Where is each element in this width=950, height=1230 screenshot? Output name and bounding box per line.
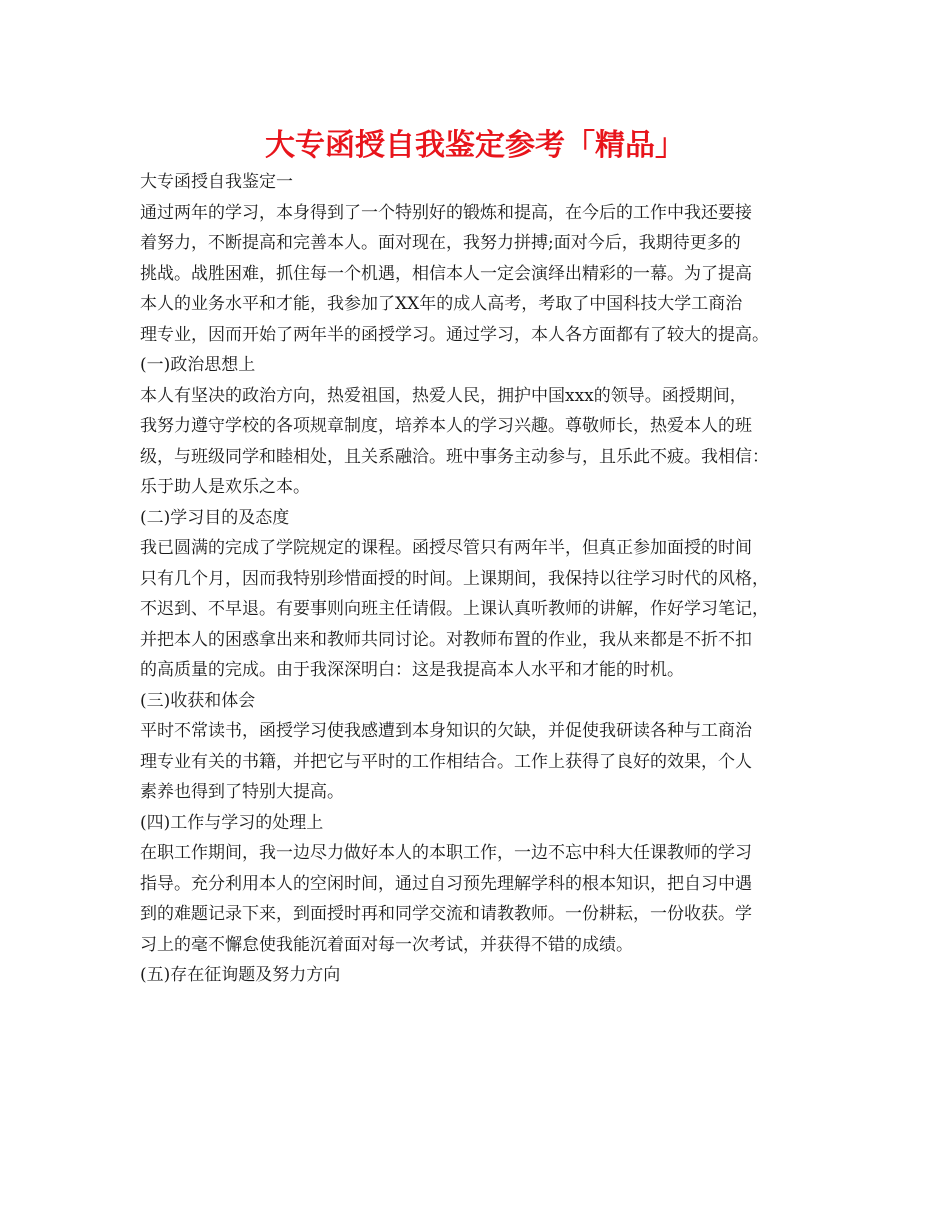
paragraph-line: 理专业，因而开始了两年半的函授学习。通过学习，本人各方面都有了较大的提高。	[140, 324, 769, 345]
section-paragraph-politics	[140, 381, 830, 503]
paragraph-line: 着努力，不断提高和完善本人。面对现在，我努力拼搏;面对今后，我期待更多的	[140, 233, 741, 253]
paragraph-line: 只有几个月，因而我特别珍惜面授的时间。上课期间，我保持以往学习时代的风格，	[140, 568, 769, 589]
paragraph-line: 本人有坚决的政治方向，热爱祖国，热爱人民，拥护中国xxx的领导。函授期间，	[140, 385, 747, 406]
paragraph-line: 习上的毫不懈怠使我能沉着面对每一次考试，并获得不错的成绩。	[140, 934, 633, 955]
section-heading-gains: (三)收获和体会	[140, 690, 256, 711]
paragraph-line: 指导。充分利用本人的空闲时间，通过自习预先理解学科的根本知识，把自习中遇	[140, 873, 752, 894]
paragraph-line: 的高质量的完成。由于我深深明白：这是我提高本人水平和才能的时机。	[140, 660, 684, 680]
document-title: 大专函授自我鉴定参考「精品」	[265, 128, 685, 163]
section-heading-study-attitude: (二)学习目的及态度	[140, 507, 290, 528]
paragraph-line: 并把本人的困惑拿出来和教师共同讨论。对教师布置的作业，我从来都是不折不扣	[140, 629, 752, 650]
document-subtitle: 大专函授自我鉴定一	[140, 172, 293, 192]
section-paragraph-study-attitude	[140, 533, 830, 686]
section-paragraph-work-study	[140, 838, 830, 960]
paragraph-line: 乐于助人是欢乐之本。	[140, 477, 310, 497]
paragraph-line: 到的难题记录下来，到面授时再和同学交流和请教教师。一份耕耘，一份收获。学	[140, 904, 752, 924]
paragraph-line: 我努力遵守学校的各项规章制度，培养本人的学习兴趣。尊敬师长，热爱本人的班	[140, 416, 752, 436]
document-body	[140, 167, 830, 991]
paragraph-line: 挑战。战胜困难，抓住每一个机遇，相信本人一定会演绎出精彩的一幕。为了提高	[140, 263, 752, 284]
paragraph-line: 本人的业务水平和才能，我参加了XX年的成人高考，考取了中国科技大学工商治	[140, 294, 743, 314]
paragraph-line: 通过两年的学习，本身得到了一个特别好的锻炼和提高，在今后的工作中我还要接	[140, 202, 752, 223]
paragraph-line: 我已圆满的完成了学院规定的课程。函授尽管只有两年半，但真正参加面授的时间	[140, 538, 752, 558]
paragraph-line: 平时不常读书，函授学习使我感遭到本身知识的欠缺，并促使我研读各种与工商治	[140, 721, 752, 741]
intro-paragraph	[140, 198, 830, 351]
paragraph-line: 不迟到、不早退。有要事则向班主任请假。上课认真听教师的讲解，作好学习笔记，	[140, 599, 769, 619]
paragraph-line: 理专业有关的书籍，并把它与平时的工作相结合。工作上获得了良好的效果，个人	[140, 751, 752, 772]
paragraph-line: 素养也得到了特别大提高。	[140, 782, 344, 802]
section-heading-work-study: (四)工作与学习的处理上	[140, 812, 324, 833]
paragraph-line: 级，与班级同学和睦相处，且关系融洽。班中事务主动参与，且乐此不疲。我相信：	[140, 446, 769, 467]
section-heading-politics: (一)政治思想上	[140, 355, 256, 375]
paragraph-line: 在职工作期间，我一边尽力做好本人的本职工作，一边不忘中科大任课教师的学习	[140, 843, 752, 863]
section-heading-problems: (五)存在征询题及努力方向	[140, 965, 341, 985]
section-paragraph-gains	[140, 716, 830, 808]
